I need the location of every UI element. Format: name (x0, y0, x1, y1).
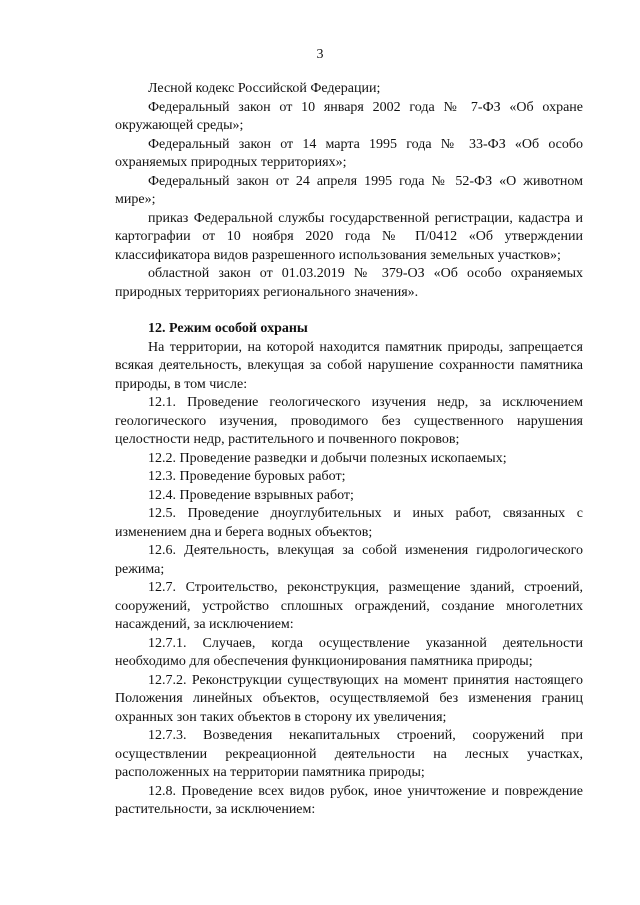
paragraph: 12.8. Проведение всех видов рубок, иное уничтожение и повреждение растительности, за исключением: (115, 783, 583, 817)
paragraph: Федеральный закон от 24 апреля 1995 года № 52-ФЗ «О животном мире»; (115, 173, 583, 207)
paragraph: 12.7.3. Возведения некапитальных строений, сооружений при осуществлении рекреационной деятельности на лесных участках, расположенных на территории памятника природы; (115, 728, 583, 780)
paragraph: На территории, на которой находится памятник природы, запрещается всякая деятельность, влекущая за собой нарушение сохранности памятника природы, в том числе: (115, 339, 583, 392)
paragraph: Федеральный закон от 14 марта 1995 года № 33-ФЗ «Об особо охраняемых природных территориях»; (115, 136, 583, 170)
paragraph: 12.7. Строительство, реконструкция, размещение зданий, строений, сооружений, устройство сплошных ограждений, создание многолетних насаждений, за исключением: (115, 580, 583, 632)
paragraph: приказ Федеральной службы государственной регистрации, кадастра и картографии от 10 ноября 2020 года № П/0412 «Об утверждении классификатора видов разрешенного использования земельных участков»; (115, 210, 583, 263)
paragraph: 12.7.1. Случаев, когда осуществление указанной деятельности необходимо для обеспечения функционирования памятника природы; (115, 635, 583, 669)
paragraph: 12.1. Проведение геологического изучения недр, за исключением геологического изучения, проводимого без существенного нарушения целостности недр, растительного и почвенного покровов; (115, 395, 583, 447)
paragraph: областной закон от 01.03.2019 № 379-ОЗ «Об особо охраняемых природных территориях регионального значения». (115, 266, 583, 300)
section-heading: 12. Режим особой охраны (148, 321, 308, 336)
paragraph: 12.5. Проведение дноуглубительных и иных работ, связанных с изменением дна и берега водных объектов; (115, 506, 583, 540)
paragraph: Лесной кодекс Российской Федерации; (148, 81, 381, 96)
paragraph: 12.7.2. Реконструкции существующих на момент принятия настоящего Положения линейных объектов, осуществляемой без изменения границ охранных зон таких объектов в сторону их увеличения; (115, 672, 583, 725)
document-body (115, 80, 583, 820)
paragraph: 12.4. Проведение взрывных работ; (148, 487, 354, 503)
paragraph: 12.6. Деятельность, влекущая за собой изменения гидрологического режима; (115, 543, 583, 577)
paragraph: Федеральный закон от 10 января 2002 года № 7-ФЗ «Об охране окружающей среды»; (115, 99, 583, 133)
paragraph: 12.3. Проведение буровых работ; (148, 469, 346, 484)
paragraph: 12.2. Проведение разведки и добычи полезных ископаемых; (148, 450, 507, 466)
page-number: 3 (316, 47, 324, 62)
